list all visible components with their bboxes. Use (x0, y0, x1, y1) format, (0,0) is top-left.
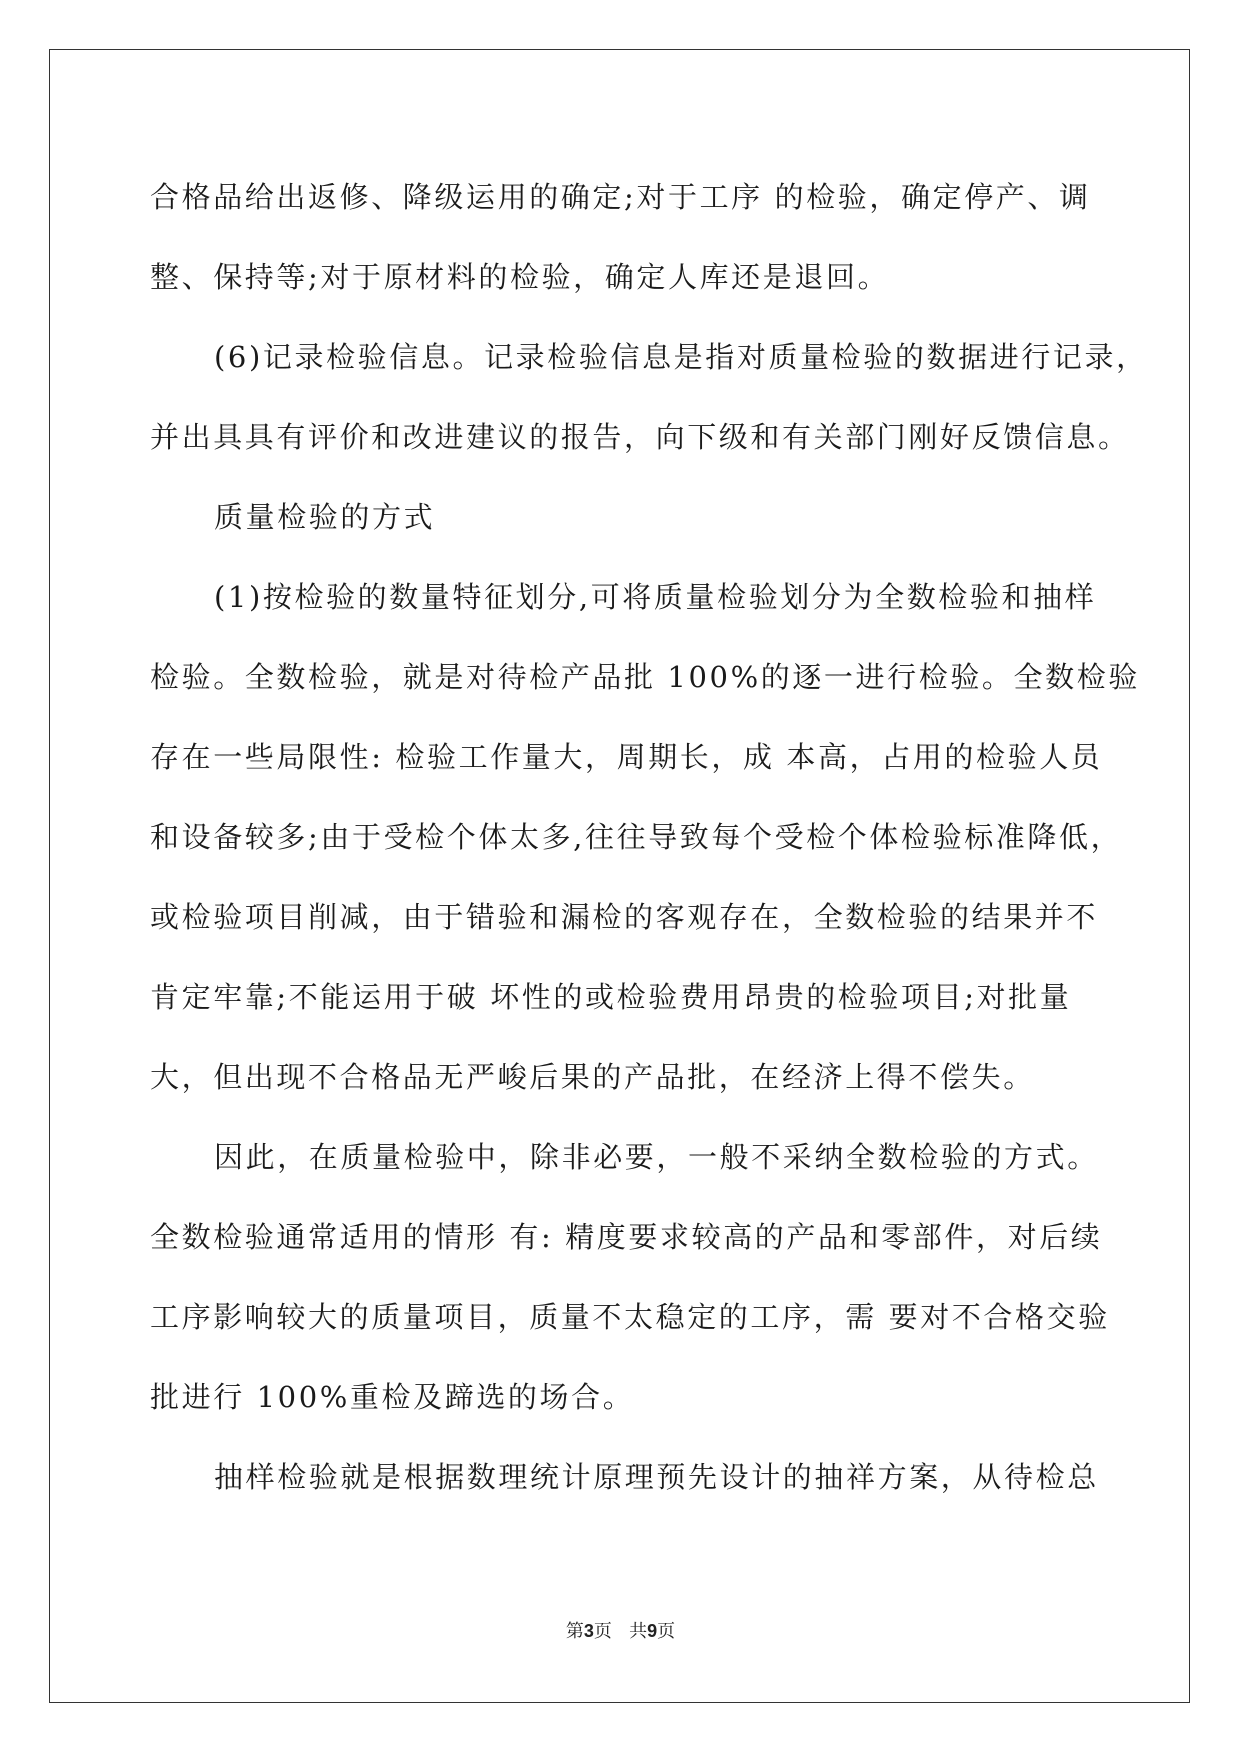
body-line: 工序影响较大的质量项目，质量不太稳定的工序，需 要对不合格交验 (150, 1300, 1110, 1334)
body-line: 合格品给出返修、降级运用的确定;对于工序 的检验，确定停产、调 (150, 180, 1091, 214)
total-page-count: 9 (647, 1621, 658, 1641)
page-prefix: 第 (565, 1621, 584, 1642)
total-suffix: 页 (657, 1621, 676, 1642)
page-suffix: 页 (593, 1621, 612, 1642)
current-page-number: 3 (583, 1621, 594, 1641)
body-line: 抽样检验就是根据数理统计原理预先设计的抽祥方案，从待检总 (214, 1460, 1099, 1494)
body-line: 检验。全数检验，就是对待检产品批 100%的逐一进行检验。全数检验 (150, 660, 1140, 694)
body-line: 存在一些局限性: 检验工作量大，周期长，成 本高，占用的检验人员 (150, 740, 1103, 774)
body-line: (1)按检验的数量特征划分,可将质量检验划分为全数检验和抽样 (214, 580, 1097, 614)
body-line: 全数检验通常适用的情形 有: 精度要求较高的产品和零部件，对后续 (150, 1220, 1103, 1254)
body-line: 整、保持等;对于原材料的检验，确定人库还是退回。 (150, 260, 890, 294)
total-prefix: 共 (629, 1621, 648, 1642)
section-heading: 质量检验的方式 (214, 500, 436, 534)
body-line: 大，但出现不合格品无严峻后果的产品批，在经济上得不偿失。 (150, 1060, 1035, 1094)
page-number-footer (0, 1617, 1241, 1643)
body-line: 和设备较多;由于受检个体太多,往往导致每个受检个体检验标准降低， (150, 820, 1123, 854)
body-line: 或检验项目削减，由于错验和漏检的客观存在，全数检验的结果并不 (150, 900, 1099, 934)
body-line: 批进行 100%重检及蹄选的场合。 (150, 1380, 635, 1414)
body-line: (6)记录检验信息。记录检验信息是指对质量检验的数据进行记录， (214, 340, 1148, 374)
body-line: 肯定牢靠;不能运用于破 坏性的或检验费用昂贵的检验项目;对批量 (150, 980, 1072, 1014)
document-body (150, 157, 1148, 1517)
body-line: 因此，在质量检验中，除非必要，一般不采纳全数检验的方式。 (214, 1140, 1099, 1174)
body-line: 并出具具有评价和改进建议的报告，向下级和有关部门刚好反馈信息。 (150, 420, 1130, 454)
